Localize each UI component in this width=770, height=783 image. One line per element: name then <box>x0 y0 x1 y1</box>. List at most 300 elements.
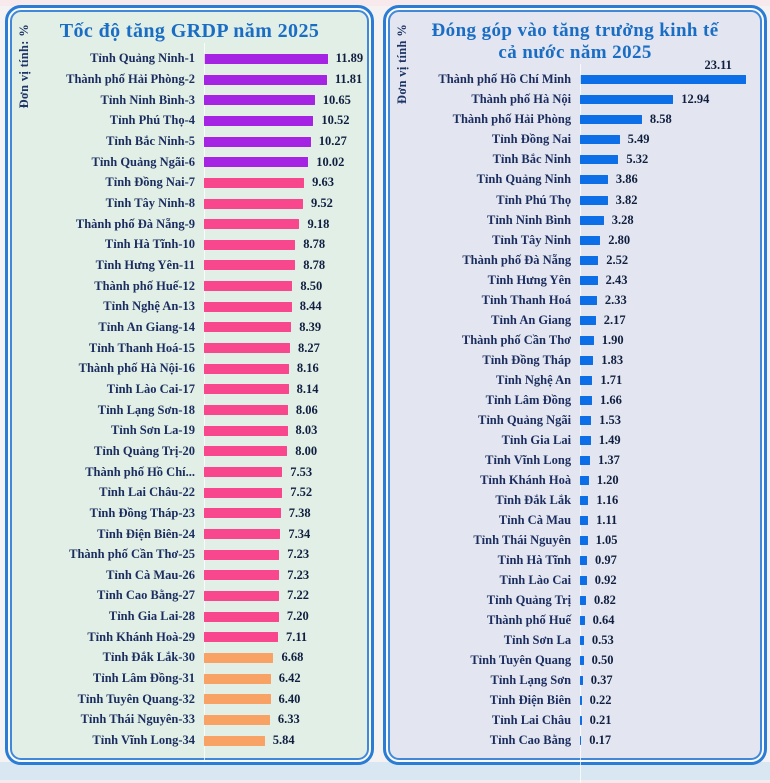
bar-area <box>580 210 756 230</box>
category-label: Tỉnh Thanh Hoá-15 <box>88 340 195 355</box>
bar-row <box>16 90 363 111</box>
category-label: Tỉnh Quảng Trị <box>486 593 572 608</box>
bar <box>204 715 270 725</box>
value-label: 11.89 <box>335 51 364 66</box>
value-label: 0.64 <box>592 613 615 628</box>
bar <box>580 155 618 164</box>
bar-row <box>394 551 756 571</box>
bar-area <box>580 350 756 370</box>
value-label: 6.42 <box>278 671 301 686</box>
category-label: Tỉnh Hà Tĩnh-10 <box>104 237 195 252</box>
bar-area <box>580 390 756 410</box>
bar <box>204 508 281 518</box>
category-label: Tỉnh Gia Lai-28 <box>108 609 195 624</box>
bar-row <box>394 470 756 490</box>
chart-rows <box>16 44 363 754</box>
bar-area <box>204 606 363 627</box>
bar-area <box>580 450 756 470</box>
bar-row <box>16 338 363 359</box>
bar <box>204 240 295 250</box>
grdp-chart <box>10 10 369 760</box>
category-label: Tỉnh Phú Thọ <box>496 192 572 207</box>
bar-row <box>16 214 363 235</box>
bar <box>204 302 292 312</box>
bar-area <box>204 710 363 731</box>
bar-row <box>394 671 756 691</box>
category-label: Tỉnh Sơn La-19 <box>110 423 195 438</box>
bar-area <box>204 131 363 152</box>
bar <box>580 135 620 144</box>
bar-row <box>394 691 756 711</box>
bar-row <box>394 310 756 330</box>
value-label: 9.63 <box>312 175 335 190</box>
bar-row <box>16 482 363 503</box>
bar-area <box>204 235 363 256</box>
category-label: Tỉnh Quảng Ngãi <box>477 412 572 427</box>
value-label: 8.03 <box>295 423 318 438</box>
bar-area <box>204 400 363 421</box>
category-label: Tỉnh Vĩnh Long <box>485 452 572 467</box>
bar-row <box>16 193 363 214</box>
category-label: Tỉnh Lào Cai-17 <box>106 381 195 396</box>
category-label: Tỉnh Tây Ninh <box>492 232 572 247</box>
value-label: 0.97 <box>595 553 617 568</box>
bar <box>204 591 279 601</box>
bar-row <box>16 255 363 276</box>
chart-title <box>394 20 756 65</box>
value-label: 7.22 <box>287 588 309 603</box>
bar-area <box>580 130 756 150</box>
bar-row <box>394 210 756 230</box>
value-label: 1.05 <box>595 533 618 548</box>
value-label: 1.71 <box>600 372 623 387</box>
bar <box>204 694 271 704</box>
category-label: Thành phố Huế <box>487 613 572 628</box>
value-label: 1.11 <box>596 513 618 528</box>
category-label: Tỉnh Cao Bằng-27 <box>97 588 195 603</box>
bar <box>204 612 279 622</box>
category-label: Tỉnh Thanh Hoá <box>481 292 572 307</box>
category-label: Thành phố Đà Nẵng <box>462 252 572 267</box>
bar-row <box>16 152 363 173</box>
bar-area <box>204 193 363 214</box>
bar-row <box>16 379 363 400</box>
bar <box>580 416 591 425</box>
bar-row <box>394 190 756 210</box>
value-label: 8.27 <box>298 340 320 355</box>
category-label: Tỉnh Tuyên Quang-32 <box>77 691 195 706</box>
bar-row <box>394 410 756 430</box>
category-label: Thành phố Đà Nẵng-9 <box>75 216 195 231</box>
bar-row <box>394 230 756 250</box>
bar-row <box>394 631 756 651</box>
bar-area <box>580 651 756 671</box>
value-label: 2.80 <box>608 232 631 247</box>
value-label: 0.37 <box>590 673 613 688</box>
category-label: Tỉnh Điện Biên-24 <box>97 526 195 541</box>
bar-row <box>16 358 363 379</box>
bar-area <box>580 691 756 711</box>
category-label: Thành phố Hải Phòng <box>452 112 572 127</box>
category-label: Tỉnh Nghệ An-13 <box>103 299 195 314</box>
category-label: Thành phố Hà Nội-16 <box>78 361 195 376</box>
bar-area <box>204 317 363 338</box>
value-label: 1.16 <box>596 492 619 507</box>
bar <box>204 446 287 456</box>
bar-row <box>394 430 756 450</box>
bar-row <box>16 173 363 194</box>
bar <box>580 95 673 104</box>
bar-area <box>580 531 756 551</box>
bar <box>204 405 288 415</box>
bar-area <box>580 90 756 110</box>
bar-row <box>16 544 363 565</box>
value-label: 23.11 <box>704 57 732 72</box>
bar-row <box>394 611 756 631</box>
bar-area <box>580 410 756 430</box>
bar <box>580 616 585 625</box>
bar-area <box>580 290 756 310</box>
bar-row <box>394 270 756 290</box>
bar-area <box>580 110 756 130</box>
bar <box>580 336 594 345</box>
bar-area <box>580 511 756 531</box>
bar <box>580 716 582 725</box>
category-label: Tỉnh Tuyên Quang <box>470 653 572 668</box>
bar <box>204 674 271 684</box>
bar-row <box>394 57 756 90</box>
value-label: 7.38 <box>288 505 311 520</box>
bar <box>204 488 282 498</box>
bar <box>580 115 642 124</box>
category-label: Tỉnh Đồng Tháp <box>482 352 572 367</box>
value-label: 8.58 <box>649 112 672 127</box>
value-label: 8.06 <box>295 402 318 417</box>
value-label: 7.20 <box>286 609 309 624</box>
bar-area <box>580 330 756 350</box>
bar-row <box>394 490 756 510</box>
category-label: Thành phố Cần Thơ-25 <box>69 547 195 562</box>
value-label: 9.52 <box>311 196 333 211</box>
bar-area <box>204 173 363 194</box>
bar-area <box>204 255 363 276</box>
category-label: Tỉnh Cà Mau <box>498 513 572 528</box>
category-label: Tỉnh Bắc Ninh <box>492 152 572 167</box>
contribution-chart-panel <box>383 5 767 765</box>
bar <box>580 636 584 645</box>
value-label: 3.86 <box>615 172 638 187</box>
category-label: Tỉnh Đồng Nai-7 <box>105 175 195 190</box>
category-label: Tỉnh Quảng Ninh-1 <box>90 51 195 66</box>
bar-row <box>16 111 363 132</box>
category-label: Tỉnh Lai Châu-22 <box>99 485 195 500</box>
category-label: Tỉnh Đồng Nai <box>491 132 572 147</box>
bar-area <box>580 270 756 290</box>
value-label: 8.78 <box>303 237 326 252</box>
category-label: Tỉnh Thái Nguyên <box>473 533 572 548</box>
bar-area <box>580 250 756 270</box>
value-label: 12.94 <box>681 92 710 107</box>
category-label: Tỉnh Đắk Lắk-30 <box>102 650 195 665</box>
category-label: Tỉnh Khánh Hoà-29 <box>87 629 195 644</box>
category-label: Tỉnh Gia Lai <box>501 432 572 447</box>
bar-area <box>580 490 756 510</box>
bar-area <box>204 668 363 689</box>
category-label: Tỉnh Tây Ninh-8 <box>105 196 195 211</box>
category-label: Tỉnh Lai Châu <box>491 713 572 728</box>
bar-area <box>580 711 756 731</box>
value-label: 1.90 <box>601 332 624 347</box>
bar <box>204 260 295 270</box>
bar-area <box>204 689 363 710</box>
value-label: 0.82 <box>593 593 616 608</box>
value-label: 8.78 <box>303 257 326 272</box>
chart-title <box>16 20 363 44</box>
bar-row <box>16 668 363 689</box>
bar-row <box>16 69 363 90</box>
bar-area <box>204 503 363 524</box>
bar <box>580 276 597 285</box>
category-label: Tỉnh Vĩnh Long-34 <box>92 733 195 748</box>
bar-row <box>16 586 363 607</box>
bar-row <box>394 150 756 170</box>
value-label: 8.14 <box>296 381 319 396</box>
bar <box>580 556 587 565</box>
bar-area <box>204 544 363 565</box>
category-label: Thành phố Hải Phòng-2 <box>66 72 195 87</box>
bar-area <box>204 338 363 359</box>
bar-row <box>394 571 756 591</box>
bar-area <box>580 470 756 490</box>
category-label: Tỉnh Hà Tĩnh <box>497 553 572 568</box>
bar-area <box>204 214 363 235</box>
category-label: Tỉnh Ninh Bình <box>486 212 572 227</box>
value-label: 11.81 <box>334 72 363 87</box>
bar <box>580 536 588 545</box>
bar-area <box>580 190 756 210</box>
bar-row <box>16 462 363 483</box>
bar-area <box>580 551 756 571</box>
contribution-chart <box>388 10 762 760</box>
bar <box>580 596 586 605</box>
bar-row <box>394 250 756 270</box>
bar <box>580 376 592 385</box>
bar <box>580 256 598 265</box>
bar <box>580 296 597 305</box>
bar-row <box>394 731 756 751</box>
value-label: 10.65 <box>322 92 351 107</box>
value-label: 9.18 <box>307 216 330 231</box>
bar <box>204 550 279 560</box>
bar <box>580 676 583 685</box>
value-label: 5.49 <box>627 132 650 147</box>
bar-row <box>394 290 756 310</box>
category-label: Thành phố Huế-12 <box>94 278 195 293</box>
chart-title-line: Tốc độ tăng GRDP năm 2025 <box>59 20 320 42</box>
category-label: Tỉnh Cao Bằng <box>489 733 572 748</box>
bar <box>580 196 608 205</box>
bar-area <box>204 730 363 751</box>
bar <box>204 178 304 188</box>
bar-row <box>16 296 363 317</box>
value-label: 5.32 <box>626 152 649 167</box>
bar-area <box>204 420 363 441</box>
bar <box>580 736 581 745</box>
bar-area <box>204 111 363 132</box>
value-label: 1.53 <box>599 412 621 427</box>
bar-row <box>394 651 756 671</box>
bar-row <box>16 730 363 751</box>
bar-area <box>580 170 756 190</box>
bar-area <box>580 230 756 250</box>
value-label: 8.39 <box>299 319 322 334</box>
bar-area <box>204 482 363 503</box>
value-label: 1.20 <box>596 472 619 487</box>
category-label: Tỉnh Lạng Sơn-18 <box>97 402 195 417</box>
bar-area <box>204 441 363 462</box>
value-label: 2.52 <box>606 252 629 267</box>
bar-row <box>394 511 756 531</box>
category-label: Tỉnh Lâm Đồng <box>485 392 572 407</box>
bar <box>204 426 288 436</box>
bar-area <box>580 430 756 450</box>
value-label: 6.40 <box>278 691 301 706</box>
category-label: Tỉnh Quảng Ninh <box>476 172 572 187</box>
value-label: 7.23 <box>287 547 310 562</box>
value-label: 0.53 <box>591 633 614 648</box>
category-label: Tỉnh Hưng Yên <box>487 272 572 287</box>
bar-area <box>204 379 363 400</box>
bar-area <box>580 370 756 390</box>
bar-row <box>394 531 756 551</box>
category-label: Thành phố Hồ Chí... <box>85 464 195 479</box>
bar <box>580 476 589 485</box>
value-label: 1.83 <box>601 352 624 367</box>
category-label: Tỉnh Quảng Ngãi-6 <box>91 154 195 169</box>
value-label: 0.92 <box>594 573 617 588</box>
value-label: 8.44 <box>299 299 322 314</box>
category-label: Thành phố Cần Thơ <box>461 332 572 347</box>
bar <box>580 175 608 184</box>
category-label: Tỉnh Điện Biên <box>489 693 572 708</box>
bar-area <box>204 276 363 297</box>
bar <box>204 75 327 85</box>
chart-title-line: cả nước năm 2025 <box>498 42 652 64</box>
bar <box>204 54 328 64</box>
category-label: Tỉnh Cà Mau-26 <box>106 567 195 582</box>
category-label: Thành phố Hà Nội <box>471 92 572 107</box>
value-label: 0.17 <box>589 733 612 748</box>
bar <box>580 356 593 365</box>
category-label: Thành phố Hồ Chí Minh <box>438 72 572 87</box>
bar-row <box>394 130 756 150</box>
bar <box>580 516 588 525</box>
bar <box>204 570 279 580</box>
bar-row <box>394 450 756 470</box>
category-label: Tỉnh Lâm Đồng-31 <box>92 671 195 686</box>
value-label: 10.27 <box>318 134 347 149</box>
bar <box>204 157 308 167</box>
value-label: 1.49 <box>598 432 621 447</box>
value-label: 1.66 <box>600 392 622 407</box>
bar-row <box>394 591 756 611</box>
value-label: 8.16 <box>296 361 319 376</box>
bar <box>580 456 590 465</box>
category-label: Tỉnh Lạng Sơn <box>490 673 572 688</box>
bar <box>580 316 596 325</box>
bar-row <box>16 606 363 627</box>
value-label: 0.50 <box>591 653 614 668</box>
value-label: 2.43 <box>605 272 628 287</box>
bar-area <box>204 648 363 669</box>
bar-row <box>394 110 756 130</box>
bar-row <box>16 131 363 152</box>
value-label: 10.52 <box>321 113 350 128</box>
value-label: 2.17 <box>603 312 626 327</box>
bar-area <box>204 296 363 317</box>
chart-title-line: Đóng góp vào tăng trưởng kinh tế <box>431 20 719 41</box>
bar <box>204 529 280 539</box>
category-label: Tỉnh Bắc Ninh-5 <box>106 134 195 149</box>
bar <box>580 496 588 505</box>
unit-label: Đơn vị tính % <box>395 24 410 104</box>
bar-row <box>16 648 363 669</box>
bar <box>580 216 604 225</box>
bar <box>580 576 587 585</box>
value-label: 3.28 <box>611 212 634 227</box>
bar-area <box>580 591 756 611</box>
bar-area <box>580 731 756 751</box>
bar-area <box>204 565 363 586</box>
bar <box>580 75 746 84</box>
category-label: Tỉnh An Giang-14 <box>98 319 195 334</box>
value-label: 6.68 <box>281 650 304 665</box>
category-label: Tỉnh Hưng Yên-11 <box>95 257 195 272</box>
bar-row <box>16 565 363 586</box>
bar-row <box>16 49 363 70</box>
bar <box>580 396 592 405</box>
value-label: 10.02 <box>316 154 345 169</box>
value-label: 8.00 <box>295 443 318 458</box>
bar-row <box>16 627 363 648</box>
bar-row <box>394 170 756 190</box>
bar <box>580 696 582 705</box>
bar-row <box>16 441 363 462</box>
bar-area <box>580 671 756 691</box>
category-label: Tỉnh Nghệ An <box>496 372 572 387</box>
bar <box>204 95 315 105</box>
bar <box>204 364 289 374</box>
category-label: Tỉnh An Giang <box>491 312 572 327</box>
bar-area <box>204 69 363 90</box>
bar-row <box>16 710 363 731</box>
bar-row <box>16 235 363 256</box>
bar <box>204 384 289 394</box>
bar <box>580 436 591 445</box>
value-label: 7.11 <box>285 629 308 644</box>
bar-area <box>204 358 363 379</box>
bar <box>204 219 299 229</box>
bar <box>580 236 600 245</box>
bar-row <box>394 370 756 390</box>
bar-row <box>16 420 363 441</box>
value-label: 8.50 <box>300 278 323 293</box>
value-label: 3.82 <box>615 192 638 207</box>
bar <box>580 656 584 665</box>
value-label: 7.23 <box>287 567 310 582</box>
bar <box>204 281 292 291</box>
bar-row <box>16 503 363 524</box>
